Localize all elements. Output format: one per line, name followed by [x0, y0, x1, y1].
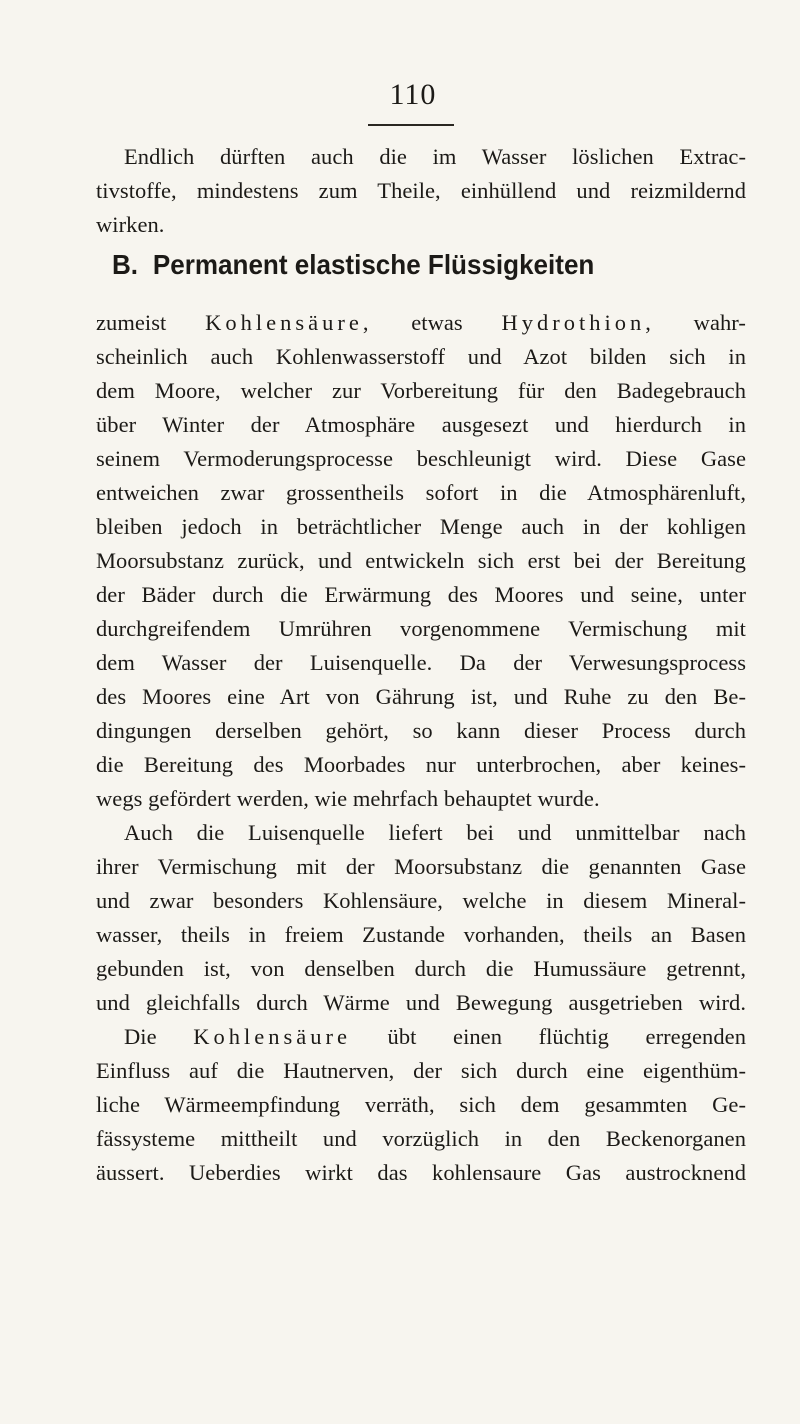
text-line: tivstoffe, mindestens zum Theile, einhüllend und reizmildernd [96, 178, 746, 203]
page-number: 110 [389, 78, 437, 111]
text-line: der Bäder durch die Erwärmung des Moores und seine, unter [96, 582, 746, 607]
word: übt einen flüchtig erregenden [387, 1024, 746, 1049]
text-line: seinem Vermoderungsprocesse beschleunigt wird. Diese Gase [96, 446, 746, 471]
emphasis-kohlensaeure: Kohlensäure [193, 1024, 351, 1049]
text-line: äussert. Ueberdies wirkt das kohlensaure Gas austrocknend [96, 1160, 746, 1185]
text-line: Moorsubstanz zurück, und entwickeln sich erst bei der Bereitung [96, 548, 746, 573]
text-line: dem Moore, welcher zur Vorbereitung für den Badegebrauch [96, 378, 746, 403]
intro-paragraph [96, 140, 746, 242]
text-line-first [96, 306, 746, 340]
text-line: wegs gefördert werden, wie mehrfach behauptet wurde. [96, 786, 600, 811]
text-line: gebunden ist, von denselben durch die Humussäure getrennt, [96, 956, 746, 981]
text-line: des Moores eine Art von Gährung ist, und Ruhe zu den Be- [96, 684, 746, 709]
text-line: bleiben jedoch in beträchtlicher Menge auch in der kohligen [96, 514, 746, 539]
text-line: liche Wärmeempfindung verräth, sich dem gesammten Ge- [96, 1092, 746, 1117]
section-title: Permanent elastische Flüssigkeiten [152, 249, 595, 280]
text-line: dem Wasser der Luisenquelle. Da der Verwesungsprocess [96, 650, 746, 675]
emphasis-hydrothion: Hydrothion, [501, 310, 655, 335]
page-number-underline [368, 124, 454, 126]
text-line-emphasis [96, 1020, 746, 1054]
text-line: über Winter der Atmosphäre ausgesezt und hierdurch in [96, 412, 746, 437]
word: zumeist [96, 310, 167, 335]
text-line: und gleichfalls durch Wärme und Bewegung ausgetrieben wird. [96, 990, 746, 1015]
text-line: fässysteme mittheilt und vorzüglich in den Beckenorganen [96, 1126, 746, 1151]
word: etwas [411, 310, 463, 335]
text-line: durchgreifendem Umrühren vorgenommene Vermischung mit [96, 616, 746, 641]
text-line: die Bereitung des Moorbades nur unterbrochen, aber keines- [96, 752, 746, 777]
section-heading [112, 248, 707, 282]
text-line: wirken. [96, 212, 165, 237]
text-line: entweichen zwar grossentheils sofort in die Atmosphärenluft, [96, 480, 746, 505]
text-line: Auch die Luisenquelle liefert bei und unmittelbar nach [124, 820, 746, 845]
text-line: scheinlich auch Kohlenwasserstoff und Azot bilden sich in [96, 344, 746, 369]
text-line: wasser, theils in freiem Zustande vorhanden, theils an Basen [96, 922, 746, 947]
section-letter: B. [112, 249, 139, 280]
section-body [96, 306, 746, 1190]
text-line: ihrer Vermischung mit der Moorsubstanz die genannten Gase [96, 854, 746, 879]
text-line: und zwar besonders Kohlensäure, welche in diesem Mineral- [96, 888, 746, 913]
word: wahr- [693, 310, 746, 335]
text-line: Endlich dürften auch die im Wasser löslichen Extrac- [124, 144, 746, 169]
word: Die [124, 1024, 157, 1049]
emphasis-kohlensaeure: Kohlensäure, [205, 310, 373, 335]
text-line: Einfluss auf die Hautnerven, der sich durch eine eigenthüm- [96, 1058, 746, 1083]
text-line: dingungen derselben gehört, so kann dieser Process durch [96, 718, 746, 743]
